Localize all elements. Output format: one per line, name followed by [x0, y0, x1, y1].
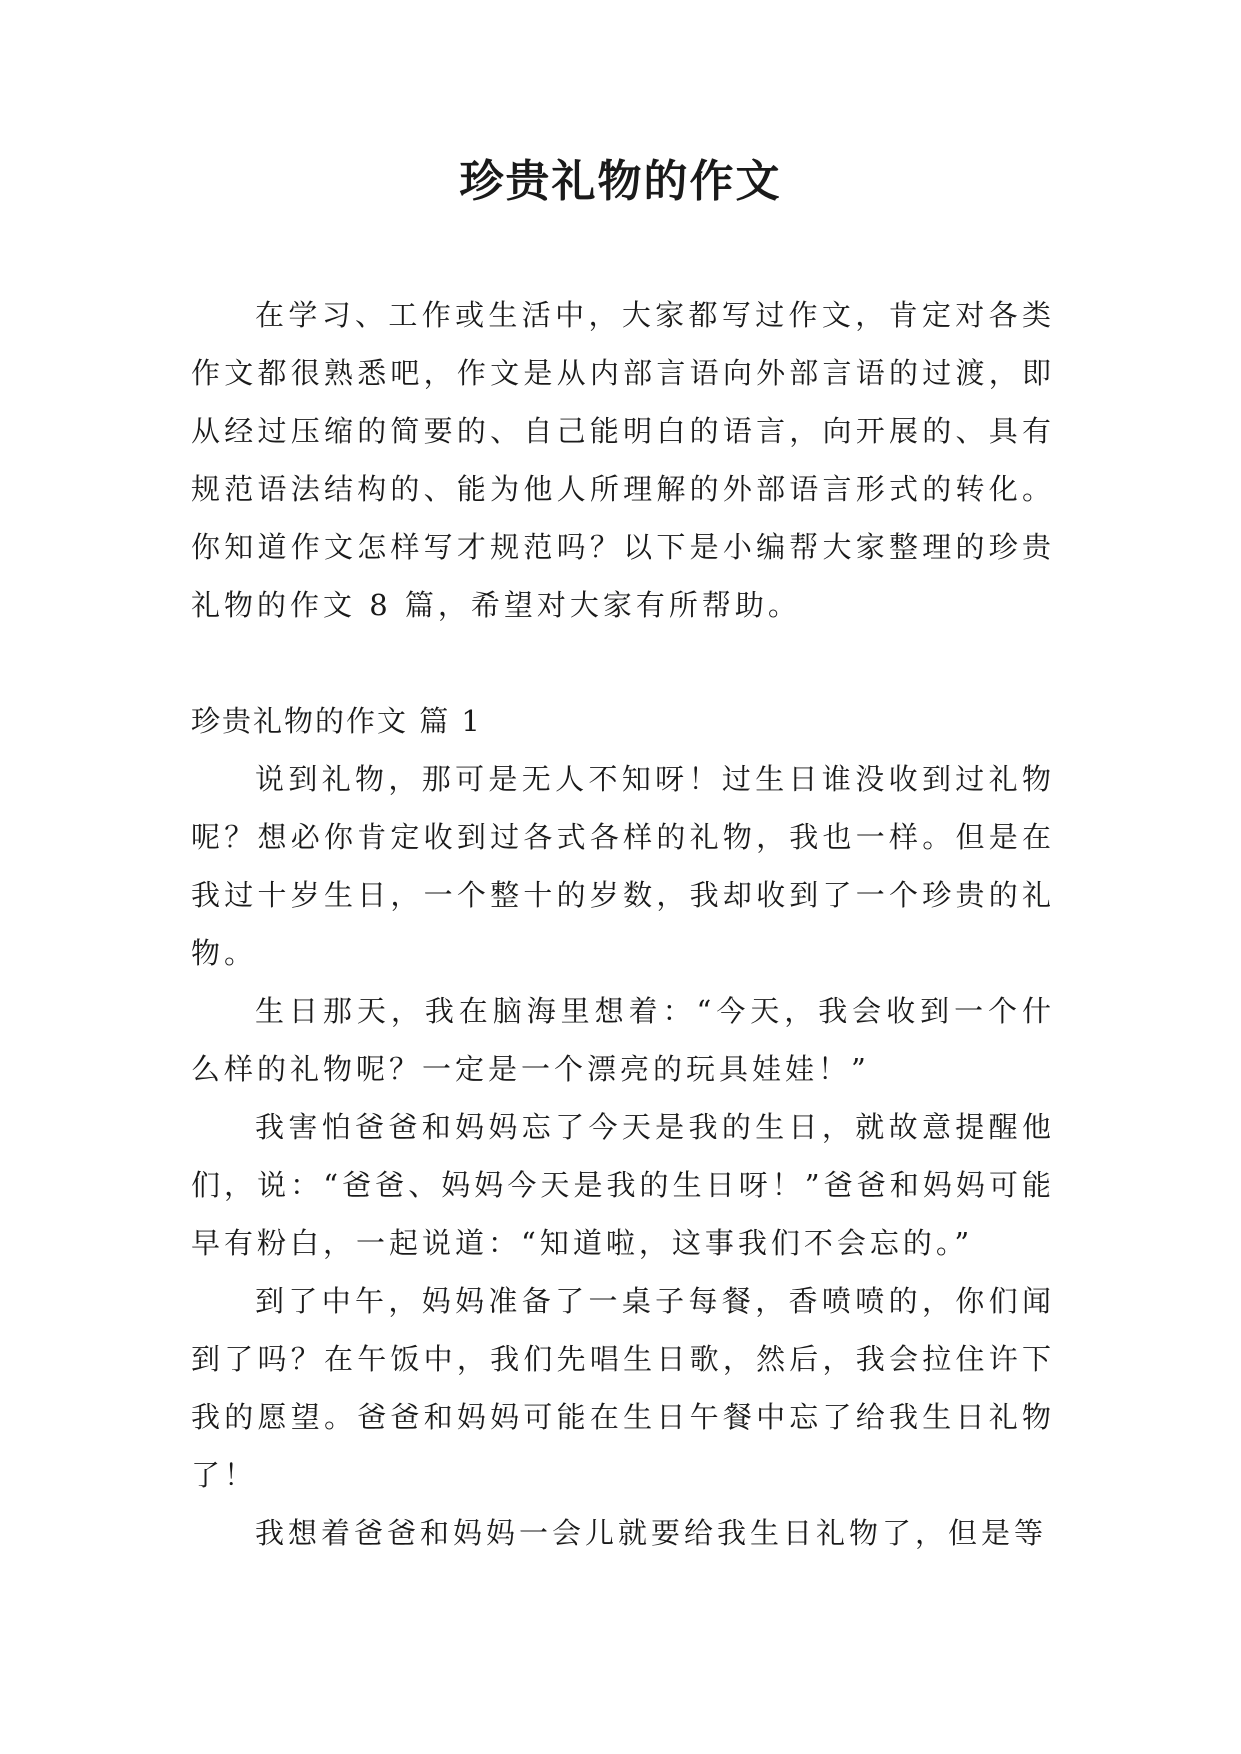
section-heading: 珍贵礼物的作文 篇 1 — [191, 704, 482, 738]
body-paragraph: 生日那天，我在脑海里想着：“今天，我会收到一个什么样的礼物呢？一定是一个漂亮的玩具娃娃！” — [191, 994, 1055, 1086]
document-body — [191, 286, 1055, 1562]
intro-paragraph: 在学习、工作或生活中，大家都写过作文，肯定对各类作文都很熟悉吧，作文是从内部言语向外部言语的过渡，即从经过压缩的简要的、自己能明白的语言，向开展的、具有规范语法结构的、能为他人所理解的外部语言形式的转化。你知道作文怎样写才规范吗？以下是小编帮大家整理的珍贵礼物的作文 8 篇，希望对大家有所帮助。 — [191, 298, 1055, 622]
body-paragraph: 到了中午，妈妈准备了一桌子每餐，香喷喷的，你们闻到了吗？在午饭中，我们先唱生日歌，然后，我会拉住许下我的愿望。爸爸和妈妈可能在生日午餐中忘了给我生日礼物了！ — [191, 1284, 1055, 1492]
body-paragraph: 说到礼物，那可是无人不知呀！过生日谁没收到过礼物呢？想必你肯定收到过各式各样的礼物，我也一样。但是在我过十岁生日，一个整十的岁数，我却收到了一个珍贵的礼物。 — [191, 762, 1055, 970]
body-paragraph: 我害怕爸爸和妈妈忘了今天是我的生日，就故意提醒他们，说：“爸爸、妈妈今天是我的生日呀！”爸爸和妈妈可能早有粉白，一起说道：“知道啦，这事我们不会忘的。” — [191, 1110, 1055, 1260]
body-paragraph: 我想着爸爸和妈妈一会儿就要给我生日礼物了，但是等 — [255, 1516, 1048, 1550]
document-title: 珍贵礼物的作文 — [459, 156, 782, 207]
